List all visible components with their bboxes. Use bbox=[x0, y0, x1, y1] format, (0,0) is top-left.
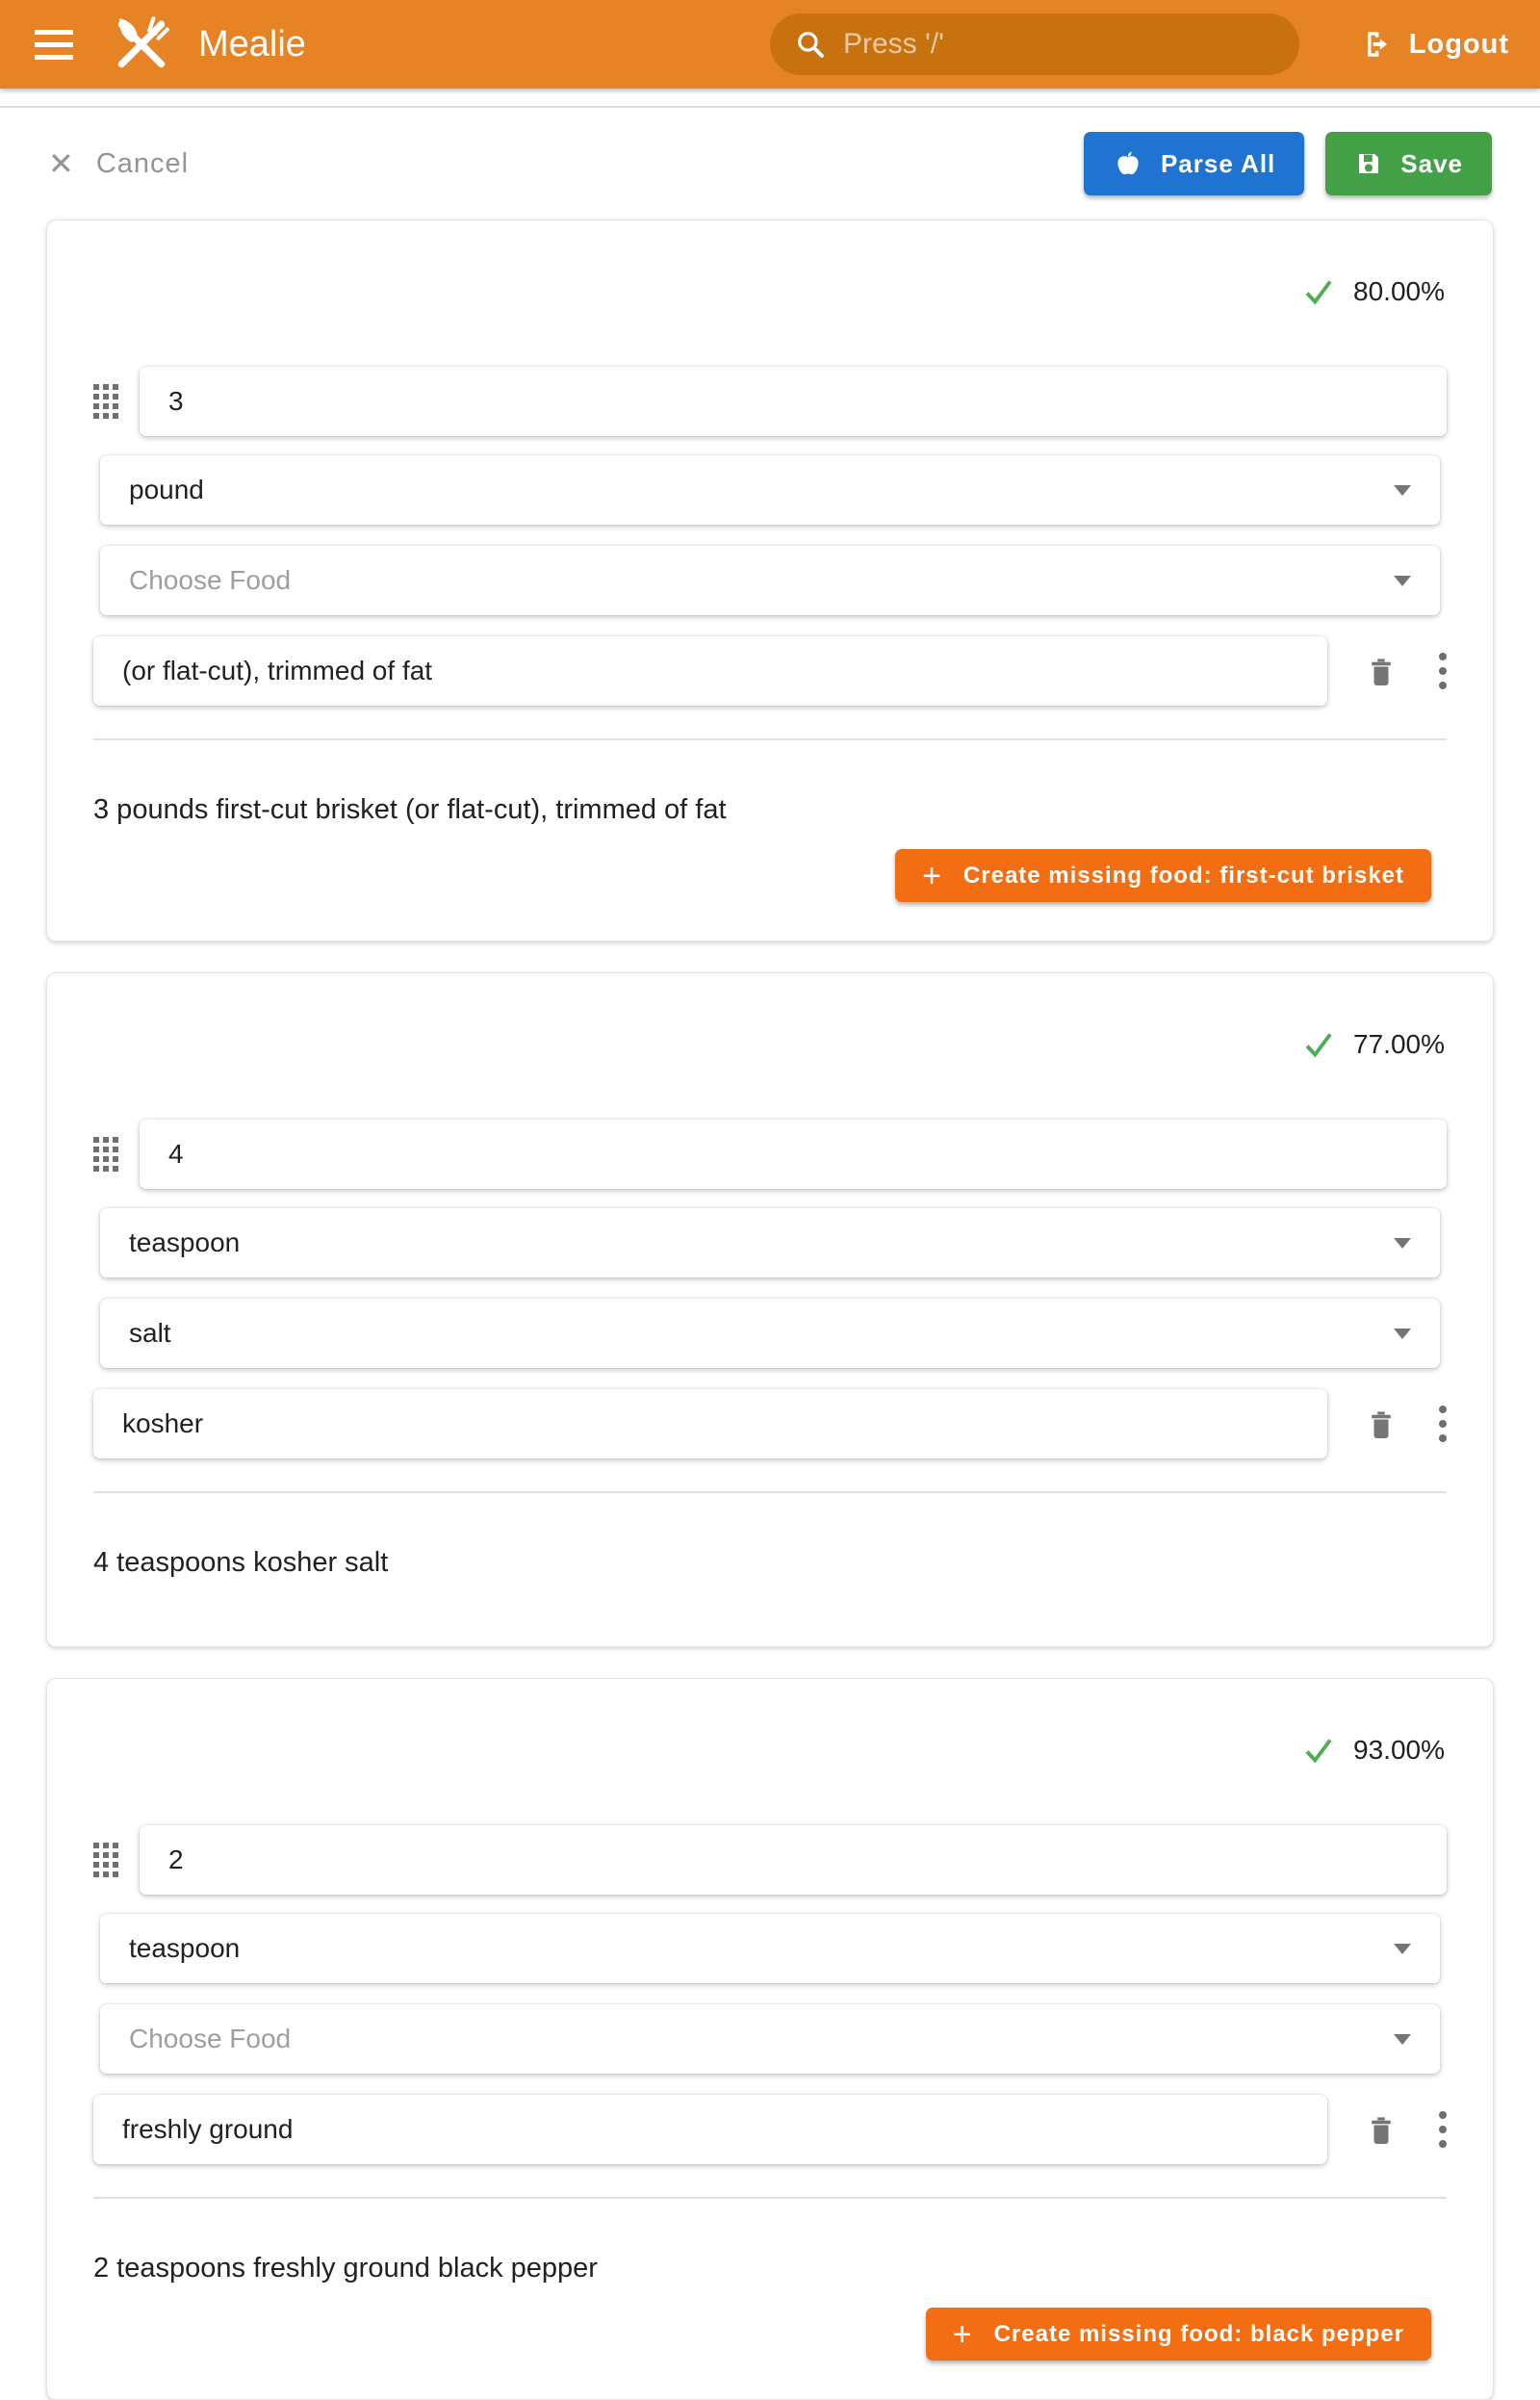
trash-icon bbox=[1364, 654, 1399, 688]
delete-button[interactable] bbox=[1364, 654, 1399, 688]
app-title: Mealie bbox=[198, 23, 306, 65]
check-icon bbox=[1299, 274, 1338, 309]
trash-icon bbox=[1364, 1406, 1399, 1441]
confidence-indicator bbox=[93, 1733, 1447, 1768]
apple-icon bbox=[1113, 148, 1143, 179]
unit-value: teaspoon bbox=[129, 1227, 241, 1257]
save-button[interactable] bbox=[1325, 132, 1492, 195]
menu-icon[interactable] bbox=[35, 22, 73, 67]
create-missing-food-button[interactable] bbox=[895, 849, 1431, 902]
unit-value: pound bbox=[129, 475, 204, 504]
logout-button[interactable] bbox=[1361, 0, 1509, 89]
parse-all-label: Parse All bbox=[1160, 148, 1276, 178]
save-label: Save bbox=[1400, 148, 1463, 178]
app-bar bbox=[0, 0, 1540, 89]
chevron-down-icon bbox=[1394, 576, 1411, 586]
logout-icon bbox=[1361, 28, 1394, 61]
delete-button[interactable] bbox=[1364, 1406, 1399, 1441]
quantity-input[interactable] bbox=[140, 1120, 1447, 1189]
cancel-label: Cancel bbox=[95, 147, 190, 179]
food-select[interactable] bbox=[100, 2004, 1440, 2074]
check-icon bbox=[1299, 1027, 1338, 1062]
note-input[interactable] bbox=[93, 636, 1327, 706]
food-placeholder: Choose Food bbox=[129, 565, 292, 595]
food-placeholder: Choose Food bbox=[129, 2024, 292, 2053]
quantity-input[interactable] bbox=[140, 367, 1447, 436]
unit-select[interactable] bbox=[100, 1914, 1440, 1983]
search-icon bbox=[795, 29, 826, 60]
original-ingredient-text: 2 teaspoons freshly ground black pepper bbox=[93, 2253, 598, 2284]
quantity-input[interactable] bbox=[140, 1825, 1447, 1895]
note-input[interactable] bbox=[93, 1389, 1327, 1458]
card-divider bbox=[93, 738, 1447, 740]
card-divider bbox=[93, 2197, 1447, 2199]
ingredient-card bbox=[46, 1678, 1494, 2400]
parse-all-button[interactable] bbox=[1084, 132, 1304, 195]
unit-select[interactable] bbox=[100, 1208, 1440, 1277]
confidence-indicator bbox=[93, 1027, 1447, 1062]
kebab-icon bbox=[1439, 653, 1447, 689]
drag-handle-icon[interactable] bbox=[93, 1843, 118, 1877]
food-value: salt bbox=[129, 1318, 171, 1348]
close-icon: ✕ bbox=[48, 146, 75, 181]
ingredient-card bbox=[46, 219, 1494, 942]
cancel-button[interactable] bbox=[48, 145, 189, 182]
drag-handle-icon[interactable] bbox=[93, 1137, 118, 1172]
chevron-down-icon bbox=[1394, 485, 1411, 496]
mealie-logo-icon bbox=[110, 13, 173, 76]
kebab-icon bbox=[1439, 1406, 1447, 1442]
ingredient-card bbox=[46, 972, 1494, 1647]
chevron-down-icon bbox=[1394, 2034, 1411, 2045]
ingredient-list bbox=[0, 219, 1540, 2400]
plus-icon: + bbox=[922, 857, 942, 894]
search-input[interactable] bbox=[770, 13, 1299, 75]
confidence-indicator bbox=[93, 274, 1447, 309]
trash-icon bbox=[1364, 2112, 1399, 2147]
note-input[interactable] bbox=[93, 2095, 1327, 2164]
create-missing-food-label: Create missing food: black pepper bbox=[993, 2320, 1404, 2347]
create-missing-food-label: Create missing food: first-cut brisket bbox=[962, 862, 1404, 889]
confidence-value: 93.00% bbox=[1353, 1735, 1445, 1765]
drag-handle-icon[interactable] bbox=[93, 384, 118, 419]
check-icon bbox=[1299, 1733, 1338, 1768]
food-select[interactable] bbox=[100, 546, 1440, 615]
unit-select[interactable] bbox=[100, 455, 1440, 525]
create-missing-food-button[interactable] bbox=[926, 2308, 1431, 2361]
plus-icon: + bbox=[952, 2315, 973, 2353]
more-options-button[interactable] bbox=[1439, 1406, 1447, 1442]
logout-label: Logout bbox=[1408, 28, 1509, 60]
chevron-down-icon bbox=[1394, 1944, 1411, 1954]
food-select[interactable] bbox=[100, 1299, 1440, 1368]
delete-button[interactable] bbox=[1364, 2112, 1399, 2147]
card-divider bbox=[93, 1491, 1447, 1493]
chevron-down-icon bbox=[1394, 1238, 1411, 1249]
unit-value: teaspoon bbox=[129, 1933, 241, 1963]
kebab-icon bbox=[1439, 2111, 1447, 2148]
more-options-button[interactable] bbox=[1439, 653, 1447, 689]
original-ingredient-text: 3 pounds first-cut brisket (or flat-cut), trimmed of fat bbox=[93, 794, 727, 825]
editor-toolbar bbox=[0, 108, 1540, 219]
confidence-value: 77.00% bbox=[1353, 1029, 1445, 1059]
more-options-button[interactable] bbox=[1439, 2111, 1447, 2148]
original-ingredient-text: 4 teaspoons kosher salt bbox=[93, 1547, 389, 1578]
confidence-value: 80.00% bbox=[1353, 276, 1445, 306]
search-placeholder: Press '/' bbox=[843, 28, 944, 60]
chevron-down-icon bbox=[1394, 1329, 1411, 1339]
save-icon bbox=[1354, 149, 1383, 178]
